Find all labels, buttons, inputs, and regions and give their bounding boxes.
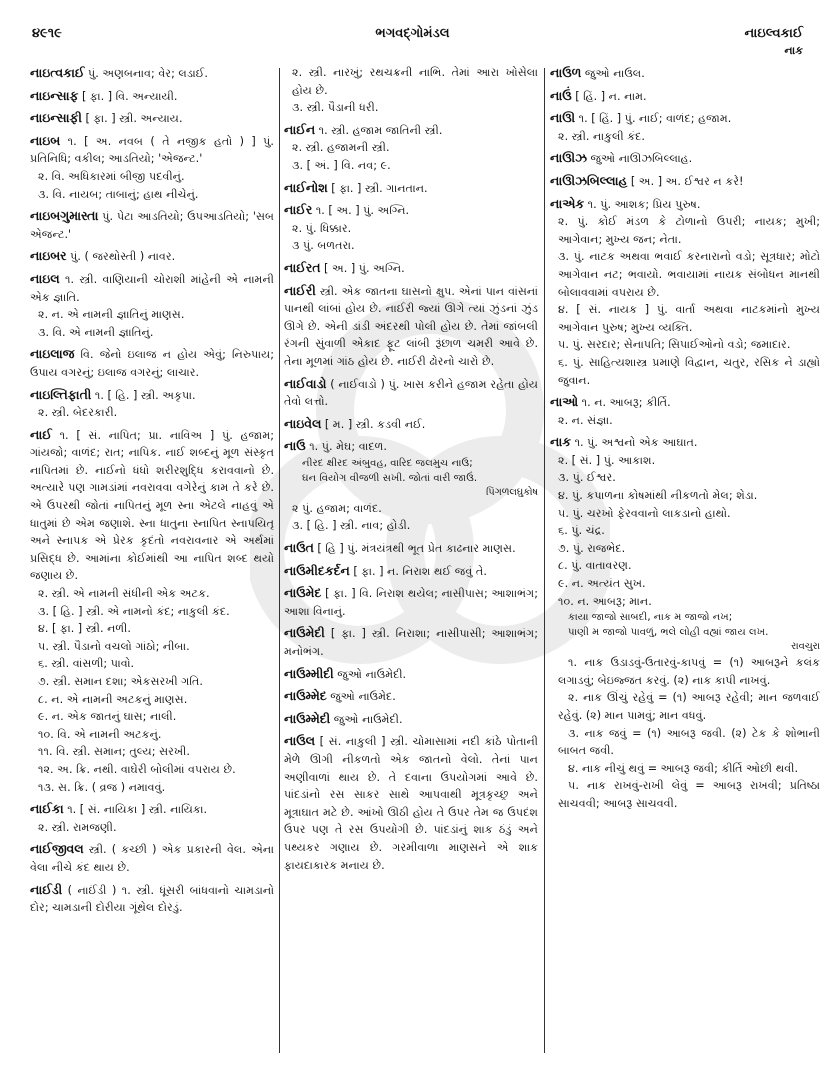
- definition-text: ૧. [ અ. નવબ ( તે નજીક હતો ) ] પું. પ્રતિનિધિ; વકીલ; આડતિયો; 'એજન્ટ.': [30, 134, 274, 166]
- dictionary-entry: [284, 179, 538, 198]
- sense-line: ૨ પું. હજામ; વાળંદ.: [292, 501, 382, 515]
- headword: નાઇબગુમાસ્તા: [30, 208, 99, 224]
- dictionary-entry: [30, 881, 274, 917]
- headword: નાઉં: [550, 87, 572, 103]
- definition-text: જુઓ નાઉલ.: [584, 67, 645, 80]
- idiom-line: ૧. નાક ઉડાડવું-ઉતારવું-કાપવું = (૧) આબરૂને કલંક લગાડવું; બેઇજ્જત કરવું. (૨) નાક કાપી નાખવું.: [558, 656, 820, 687]
- definition-text: [ અ. ] પું. અગ્નિ.: [324, 261, 405, 275]
- column-middle: [284, 64, 538, 1054]
- sense-line: ૧૩. સ. ક્રિ. ( વ્રજ ) નમાવવું.: [38, 780, 166, 794]
- idiom-line: ૫. નાક રાખવું-રાખી લેવું = આબરૂ રાખવી; પ્રતિષ્ઠા સાચવવી; આબરૂ સાચવવી.: [558, 779, 820, 810]
- verse-line: કાયા જાજો સાબદી, નાક મ જાજો નખ;: [568, 612, 733, 624]
- verse-line: નીરદ ક્ષીરદ અંબુવહ, વારિદ જલમુચ નાઉ;: [302, 457, 473, 469]
- definition-text: [ ફા. ] સ્ત્રી. ગાનતાન.: [331, 181, 428, 195]
- dictionary-entry: [550, 64, 820, 83]
- headword: નાઈ: [30, 426, 52, 442]
- definition-text: ૧. [ અ. ] પું. અગ્નિ.: [315, 204, 410, 218]
- sense-line: ૨. સ્ત્રી. રામજણી.: [38, 820, 117, 834]
- definition-text: સ્ત્રી. એક જાતના ઘાસનો ક્ષુપ. એનાં પાન વાંસનાં પાનથી લાંબાં હોય છે. નાઈરી જ્યાં ઊગે ત્યાં ઝુંડનાં ઝુંડ ઊગે છે. એની ડાંડી અંદરથી પોલી હોય છે. તેમાં જાંબલી રંગની સુંવાળી એકાદ ફૂટ લાંબી રૂંછાળ ચમરી આવે છે. તેના મૂળમાં ગાંઠ હોય છે. નાઈરી ઢોરનો ચારો છે.: [284, 284, 538, 368]
- definition-text: જુઓ નાઉમેદ.: [330, 690, 396, 704]
- idiom-line: ૪. નાક નીચું થવું = આબરૂ જવી; કીર્તિ ઓછી થવી.: [568, 761, 798, 775]
- dictionary-entry: [284, 665, 538, 684]
- headword: નાઈજીવલ: [30, 841, 84, 857]
- dictionary-entry: [550, 149, 820, 168]
- definition-text: પું. પેટા આડતિયો; ઉપઆડતિયો; 'સબ એજન્ટ.': [30, 210, 274, 241]
- sense-line: ૧૨. અ. ક્રિ. નથી. વાઘેરી બોલીમાં વપરાય છે.: [38, 762, 236, 776]
- headword: નાઈનોશ: [284, 179, 328, 195]
- dictionary-entry: [550, 172, 820, 191]
- headword: નાઇવેલ: [284, 415, 322, 431]
- sense-line: ૨. સ્ત્રી. નાકુલી કંદ.: [558, 129, 645, 143]
- definition-text: [ મ. ] સ્ત્રી. કડવી નઈ.: [324, 417, 426, 431]
- headword: નાઉલ: [284, 733, 316, 749]
- verse-line: પાણી મ જાજો પાવળું, ભલે લોહી વહ્યાં જાય લખ.: [568, 627, 769, 639]
- definition-text: [ અ. ] અ. ઈશ્વર ન કરે!: [630, 174, 744, 188]
- headword: નાઉળ: [550, 65, 582, 80]
- definition-text: ૧. [ સં. નાપિત; પ્રા. નાવિઅ ] પું. હજામ; ગાંયજો; વાળંદ; રાત; નાપિક. નાઈ શબ્દનું મૂળ સંસ્કૃત નાપિતમાં છે. નાઈનો ધંધો શરીરશુદ્ધિ કરાવવાનો છે. અત્યારે પણ ગામડાંમાં નવરાવવા વગેરેનું કામ તે કરે છે. એ ઉપરથી જોતાં નાપિતનું મૂળ સ્ના એટલે નાહવું એ ધાતુમાં છે એમ જણાશે. સ્ના ધાતુના સ્નાપિત સ્નાપયિતૃ અને સ્નાપક એ પ્રેરક કૃદંતો નવરાવનાર એ અર્થમાં પ્રસિદ્ધ છે. આમાંના કોઈમાંથી આ નાપિત શબ્દ થયો જણાય છે.: [30, 428, 274, 583]
- headword: નાઈન: [284, 121, 316, 137]
- definition-text: જુઓ નાઉમેદી.: [337, 667, 407, 681]
- sense-line: ૩. પું. નાટક અથવા ભવાઈ કરનારાનો વડો; સૂત્રધાર; મોટો આગેવાન નટ; ભવાયો. ભવાયામાં નાયક સંબોધન માનથી બોલાવવામાં વપરાય છે.: [558, 250, 820, 299]
- headword: નાએક: [550, 195, 585, 211]
- book-title: ભગવદ્ગોમંડલ: [375, 26, 450, 41]
- headword: નાઈરત: [284, 259, 321, 275]
- dictionary-entry: [30, 64, 274, 83]
- dictionary-entry: [284, 710, 538, 729]
- dictionary-entry: [30, 800, 274, 836]
- sense-line: ૯. ન. એક જાતનું ઘાસ; નાલી.: [38, 710, 177, 724]
- headword: નાઇન્સાફી: [30, 110, 82, 126]
- sense-line: ૨. સ્ત્રી. નારખું; રથચક્રની નાભિ. તેમાં આરા ખોસેલા હોય છે.: [292, 66, 538, 97]
- sense-line: ૩ પું. બળતરા.: [292, 239, 355, 253]
- verse-source: રાવચુરા: [791, 641, 820, 653]
- sense-line: ૩. વિ. એ નામની જ્ઞાતિનું.: [38, 325, 154, 339]
- column-left: [30, 64, 274, 1054]
- headword: નાઇત્વકાઈ: [30, 65, 85, 80]
- definition-text: જુઓ નાઉમેદી.: [333, 712, 403, 726]
- dictionary-columns: [30, 64, 820, 1064]
- definition-text: સ્ત્રી. ( કચ્છી ) એક પ્રકારની વેલ. એના વેલા નીચે કંદ થાય છે.: [30, 843, 274, 874]
- sense-line: ૩. વિ. નાયબ; તાબાનું; હાથ નીચેનું.: [38, 187, 199, 201]
- sense-line: ૭. સ્ત્રી. સમાન દશા; એકસરખી ગતિ.: [38, 675, 203, 688]
- definition-text: [ ફા. ] વિ. અન્યાયી.: [81, 89, 178, 103]
- dictionary-entry: [550, 109, 820, 145]
- column-right: [550, 64, 820, 1054]
- sense-line: ૮. પું. વાતાવરણ.: [558, 559, 632, 573]
- headword: નાઉમેદ: [284, 585, 322, 601]
- sense-line: ૨. પું. ધિક્કાર.: [292, 221, 352, 235]
- headword: નાઈકા: [30, 801, 64, 817]
- headword: નાક: [550, 434, 572, 450]
- dictionary-entry: [30, 426, 274, 796]
- sense-line: ૫. પું. સરદાર; સેનાપતિ; સિપાઈઓનો વડો; જમાદાર.: [558, 338, 791, 352]
- definition-text: ૧. પું. મેઘ; વાદળ.: [309, 440, 387, 454]
- sense-line: ૯. ન. અત્યંત સુખ.: [558, 577, 646, 591]
- headword: નાઇલ: [30, 270, 60, 286]
- headword: નાઉમેદી: [284, 625, 325, 641]
- dictionary-entry: [284, 437, 538, 535]
- headword: નાઇબર: [30, 248, 67, 264]
- column-divider: [544, 68, 545, 1053]
- definition-text: ( નાઈંડી ) ૧. સ્ત્રી. ધૂંસરી બાંધવાનો ચામડાનો દોર; ચામડાની દોરીયા ગૂંથેલ દોરડું.: [30, 883, 274, 915]
- dictionary-entry: [284, 562, 538, 581]
- dictionary-entry: [284, 282, 538, 371]
- definition-text: ૧. સ્ત્રી. વાણિયાની ચોરાશી માંહેની એ નામની એક જ્ઞાતિ.: [30, 272, 274, 304]
- dictionary-entry: [550, 393, 820, 429]
- definition-text: [ સં. નાકુલી ] સ્ત્રી. ચોમાસામાં નદી કાંઠે પોતાની મેળે ઊગી નીકળતો એક જાતનો વેલો. તેનાં પાન અણીવાળાં થાય છે. તે દવાના ઉપયોગમાં આવે છે. પાંદડાંનો રસ સાકર સાથે આપવાથી મૂત્રકૃચ્છ્ર અને મૂત્રાઘાત મટે છે. આંખો ઊઠી હોય તે ઉપર તેમ જ ઉપદંશ ઉપર પણ તે રસ ઉપયોગી છે. પાંદડાંનું શાક ઠંડું અને પથ્યકર ગણાય છે. ગરમીવાળા માણસને એ શાક ફાયદાકારક મનાય છે.: [284, 735, 538, 872]
- definition-text: [ હિ ] પું. મંત્રયંત્રથી ભૂત પ્રેત કાઢનાર માણસ.: [317, 542, 516, 556]
- sense-line: ૧૦. વિ. એ નામની અટકનું.: [38, 727, 162, 741]
- sense-line: ૫. સ્ત્રી. પૈડાનો વચલો ગાંઠો; નીબા.: [38, 639, 190, 653]
- page-header: [0, 0, 825, 58]
- dictionary-entry: [284, 539, 538, 558]
- sense-line: ૪. [ ફા. ] સ્ત્રી. નળી.: [38, 622, 131, 636]
- definition-text: [ ફા. ] સ્ત્રી. નિરાશા; નાસીપાસી; આશાભંગ; મનોભંગ.: [284, 627, 538, 659]
- dictionary-entry: [30, 207, 274, 243]
- dictionary-entry: [284, 624, 538, 660]
- sense-line: ૨. ન. એ નામની જ્ઞાતિનું માણસ.: [38, 308, 185, 322]
- definition-text: વિ. જેનો ઇલાજ ન હોય એવું; નિરુપાય; ઉપાય વગરનું; ઇલાજ વગરનું; લાચાર.: [30, 348, 274, 379]
- definition-text: પું. અણબનાવ; વેર; લડાઈ.: [88, 67, 208, 80]
- dictionary-entry: [550, 433, 820, 812]
- headword: નાઓ: [550, 394, 579, 410]
- dictionary-entry: [284, 415, 538, 434]
- sense-line: ૬. પું. ચંદ્ર.: [558, 524, 605, 538]
- definition-text: [ ફા. ] સ્ત્રી. અન્યાય.: [85, 112, 183, 126]
- dictionary-entry: [284, 687, 538, 706]
- headword: નાઉમ્મેદ: [284, 688, 327, 704]
- dictionary-entry: [284, 201, 538, 255]
- dictionary-entry: [30, 247, 274, 266]
- sense-line: ૩. [ હિ. ] સ્ત્રી. નાવ; હોડી.: [292, 519, 411, 533]
- sense-line: ૩. પું. ઈશ્વર.: [558, 471, 616, 485]
- dictionary-entry: [284, 64, 538, 117]
- sense-line: ૨. સ્ત્રી. હજામની સ્ત્રી.: [292, 141, 390, 155]
- dictionary-entry: [30, 345, 274, 381]
- definition-text: ( નાઈવાડો ) પું. ખાસ કરીને હજામ રહેતા હોય તેવો લત્તો.: [284, 377, 538, 409]
- dictionary-entry: [30, 840, 274, 876]
- definition-text: ૧. પું. આશક; પ્રિય પુરુષ.: [587, 197, 701, 211]
- verse-source: પિંગળલઘુકોષ: [485, 486, 538, 498]
- headword: નાઊઝ: [550, 150, 587, 166]
- dictionary-entry: [284, 121, 538, 175]
- sense-line: ૨. પું. કોઈ મંડળ કે ટોળાનો ઉપરી; નાયક; મુખી; આગેવાન; મુખ્ય જન; નેતા.: [558, 215, 820, 246]
- sense-line: ૩. [ અં. ] વિ. નવ; ૯.: [292, 158, 391, 172]
- headword: નાઈવાડો: [284, 375, 327, 391]
- definition-text: [ હિં. ] ન. નામ.: [575, 89, 647, 103]
- sense-line: ૨. [ સં. ] પું. આકાશ.: [558, 453, 656, 467]
- definition-text: ૧. [ સં. નાયિકા ] સ્ત્રી. નાયિકા.: [67, 803, 208, 817]
- definition-text: ૧. [ હિં. ] પું. નાઈ; વાળંદ; હજામ.: [578, 112, 732, 126]
- page-number: ૪૯૧૯: [32, 26, 62, 41]
- dictionary-entry: [284, 732, 538, 874]
- headword: નાઉત: [284, 540, 314, 556]
- sense-line: ૬. સ્ત્રી. વાંસળી; પાવો.: [38, 657, 135, 671]
- dictionary-entry: [30, 87, 274, 106]
- sense-line: ૬. પું. સાહિત્યશાસ્ત્ર પ્રમાણે વિદ્વાન, ચતુર, રસિક ને ડાહ્યો જુવાન.: [558, 355, 820, 387]
- last-headword: નાક: [784, 44, 803, 57]
- sense-line: ૩. [ હિ. ] સ્ત્રી. એ નામનો કંદ; નાકુલી કંદ.: [38, 604, 230, 618]
- dictionary-entry: [30, 270, 274, 341]
- headword: નાઈડી: [30, 881, 63, 897]
- definition-text: ૧. સ્ત્રી. હજામ જાતિની સ્ત્રી.: [318, 123, 443, 137]
- headword: નાઉમીદકર્દન: [284, 562, 350, 578]
- headword: નાઊઝબિલ્લાહ: [550, 172, 628, 188]
- definition-text: જુઓ નાઊઝબિલ્લાહ.: [590, 152, 693, 166]
- first-headword: નાઇલ્વકાઈ: [744, 26, 803, 41]
- sense-line: ૫. પું. ચરખો ફેરવવાનો લાકડાનો હાથો.: [558, 506, 731, 520]
- sense-line: ૨. સ્ત્રી. બેદરકારી.: [38, 406, 118, 420]
- idiom-line: ૩. નાક જવું = (૧) આબરૂ જવી. (૨) ટેક કે શોભાની બાબત જવી.: [558, 726, 820, 758]
- headword: નાઈરી: [284, 282, 316, 298]
- dictionary-entry: [550, 195, 820, 390]
- dictionary-entry: [30, 386, 274, 422]
- definition-text: ૧. [ હિ. ] સ્ત્રી. અકૃપા.: [94, 388, 196, 402]
- headword: નાઉમ્મેદી: [284, 710, 331, 726]
- sense-line: ૪. [ સં. નાયક ] પું. વાર્તા અથવા નાટકમાંનો મુખ્ય આગેવાન પુરુષ; મુખ્ય વ્યક્તિ.: [558, 303, 820, 334]
- column-divider: [279, 68, 280, 1053]
- idiom-line: ૨. નાક ઊંચું રહેવું = (૧) આબરૂ રહેવી; માન જળવાઈ રહેવું. (૨) માન પામવું; માન વધવું.: [558, 691, 820, 722]
- dictionary-entry: [284, 259, 538, 278]
- sense-line: ૮. ન. એ નામની અટકનું માણસ.: [38, 692, 188, 706]
- definition-text: [ ફા. ] ન. નિરાશ થઈ જવું તે.: [353, 564, 487, 578]
- headword: નાઊ: [550, 110, 576, 126]
- sense-line: ૧૦. ન. આબરૂ; માન.: [558, 594, 652, 608]
- definition-text: [ ફા. ] વિ. નિરાશ થયેલ; નાસીપાસ; આશાભંગ; આશા વિનાનું.: [284, 587, 538, 618]
- sense-line: ૧૧. વિ. સ્ત્રી. સમાન; તુલ્ય; સરખી.: [38, 745, 190, 759]
- dictionary-entry: [30, 132, 274, 203]
- sense-line: ૭. પું. રાજભેદ.: [558, 541, 626, 555]
- headword: નાઇબ: [30, 132, 61, 148]
- definition-text: ૧. ન. આબરૂ; કીર્તિ.: [581, 396, 671, 410]
- sense-line: ૨. સ્ત્રી. એ નામની સંધીની એક અટક.: [38, 587, 210, 601]
- dictionary-entry: [284, 584, 538, 620]
- headword: નાઈર: [284, 202, 313, 218]
- definition-text: પું. ( જરથોસ્તી ) નાવર.: [70, 250, 176, 264]
- sense-line: ૪. પું. કપાળના કોષમાંથી નીકળતો મેલ; શેડા.: [558, 489, 758, 503]
- sense-line: ૨. વિ. અધિકારમાં બીજી પદવીનું.: [38, 169, 185, 183]
- headword: નાઉ: [284, 438, 306, 454]
- definition-text: ૧. પું. અશ્વનો એક આઘાત.: [574, 436, 698, 450]
- headword: નાઇલ્તિફાતી: [30, 386, 92, 402]
- headword: નાઇલાજ: [30, 346, 75, 362]
- sense-line: ૨. ન. સંજ્ઞા.: [558, 413, 613, 427]
- dictionary-entry: [284, 375, 538, 411]
- sense-line: ૩. સ્ત્રી. પૈડાની ધરી.: [292, 101, 379, 115]
- headword: નાઉમ્મીદી: [284, 665, 334, 681]
- dictionary-entry: [30, 109, 274, 128]
- dictionary-entry: [550, 87, 820, 106]
- headword: નાઇન્સાફ: [30, 87, 79, 103]
- verse-line: ઘન વિયોગ વીજળી સખી. જોતાં વારી જાઉં.: [302, 472, 478, 484]
